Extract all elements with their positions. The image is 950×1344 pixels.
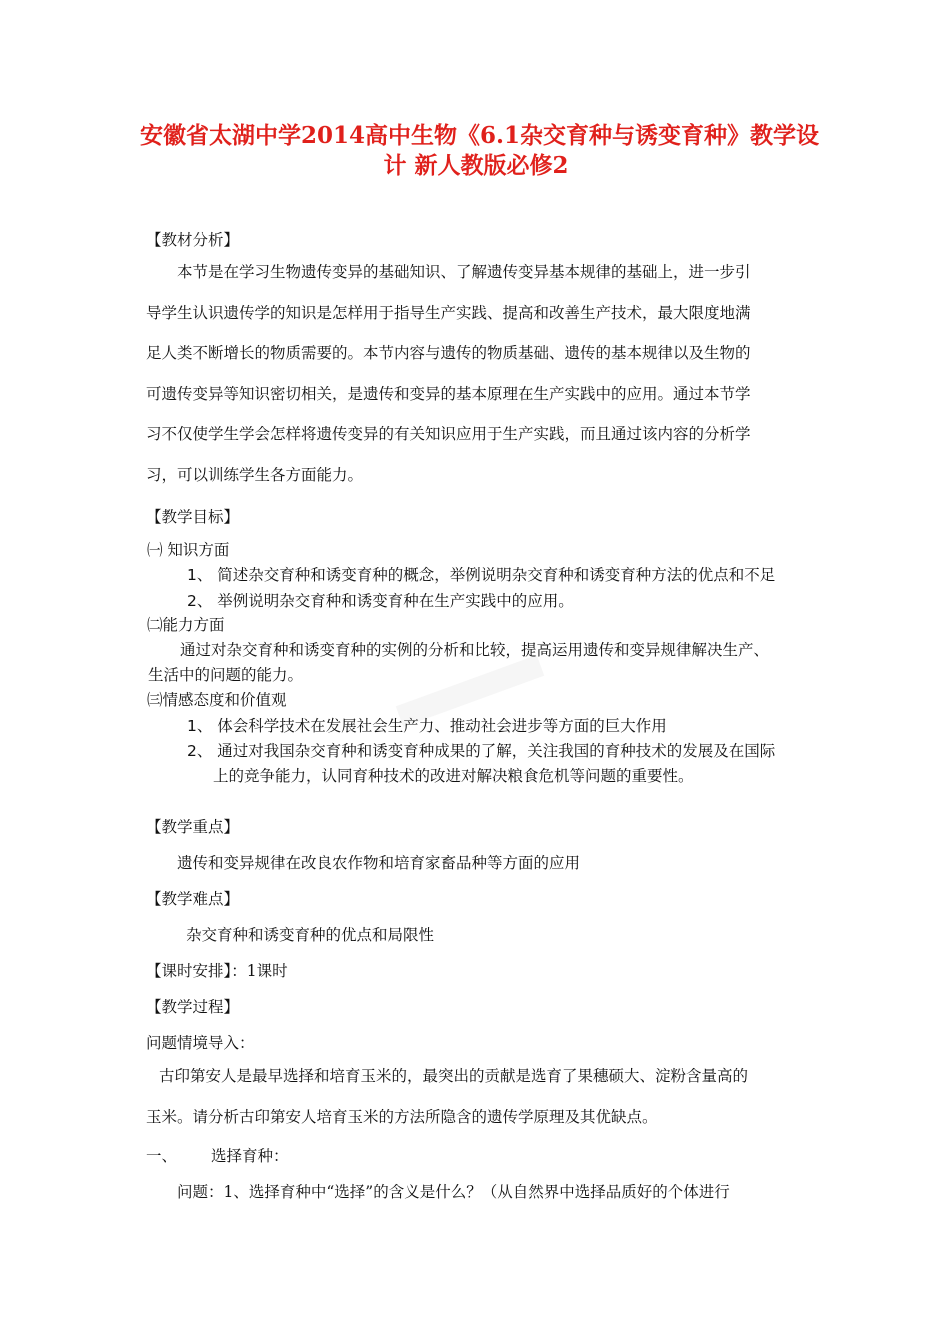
- material-analysis-paragraph: [146, 252, 806, 496]
- section-1-number: 一、: [146, 1147, 178, 1165]
- paragraph-line: 导学生认识遗传学的知识是怎样用于指导生产实践、提高和改善生产技术，最大限度地满: [146, 303, 751, 322]
- ability-title: ㈡能力方面: [147, 616, 225, 634]
- question-line: 问题：1、选择育种中“选择”的含义是什么？（从自然界中选择品质好的个体进行: [177, 1183, 730, 1201]
- emotion-item: 2、 通过对我国杂交育种和诱变育种成果的了解，关注我国的育种技术的发展及在国际: [187, 742, 776, 760]
- paragraph-line: 本节是在学习生物遗传变异的基础知识、了解遗传变异基本规律的基础上，进一步引: [177, 263, 751, 281]
- teaching-goals-heading: 【教学目标】: [146, 508, 240, 526]
- intro-paragraph: [146, 1056, 806, 1137]
- emotion-item-continued: 上的竞争能力，认同育种技术的改进对解决粮食危机等问题的重要性。: [213, 767, 694, 785]
- paragraph-line: 可遗传变异等知识密切相关，是遗传和变异的基本原理在生产实践中的应用。通过本节学: [146, 384, 751, 403]
- emotion-title: ㈢情感态度和价值观: [147, 691, 287, 709]
- ability-line: 生活中的问题的能力。: [148, 666, 304, 684]
- paragraph-line: 足人类不断增长的物质需要的。本节内容与遗传的物质基础、遗传的基本规律以及生物的: [146, 344, 751, 363]
- document-title: [140, 121, 820, 181]
- material-analysis-heading: 【教材分析】: [146, 231, 240, 249]
- title-line-1: 安徽省太湖中学2014高中生物《6.1杂交育种与诱变育种》教学设: [140, 122, 820, 149]
- difficulty-text: 杂交育种和诱变育种的优点和局限性: [186, 926, 435, 944]
- difficulty-heading: 【教学难点】: [146, 890, 240, 908]
- title-line-2: 计 新人教版必修2: [383, 152, 569, 179]
- knowledge-item: 1、 简述杂交育种和诱变育种的概念，举例说明杂交育种和诱变育种方法的优点和不足: [187, 566, 776, 584]
- paragraph-line: 古印第安人是最早选择和培育玉米的，最突出的贡献是选育了果穗硕大、淀粉含量高的: [159, 1067, 749, 1085]
- knowledge-title: ㈠ 知识方面: [147, 541, 230, 559]
- emotion-item: 1、 体会科学技术在发展社会生产力、推动社会进步等方面的巨大作用: [187, 717, 667, 735]
- ability-line: 通过对杂交育种和诱变育种的实例的分析和比较，提高运用遗传和变异规律解决生产、: [180, 641, 770, 659]
- process-heading: 【教学过程】: [146, 998, 240, 1016]
- paragraph-line: 玉米。请分析古印第安人培育玉米的方法所隐含的遗传学原理及其优缺点。: [146, 1107, 658, 1126]
- schedule-heading: 【课时安排】：1课时: [146, 962, 288, 980]
- paragraph-line: 习，可以训练学生各方面能力。: [146, 465, 364, 484]
- paragraph-line: 习不仅使学生学会怎样将遗传变异的有关知识应用于生产实践，而且通过该内容的分析学: [146, 425, 751, 444]
- knowledge-item: 2、 举例说明杂交育种和诱变育种在生产实践中的应用。: [187, 592, 574, 610]
- section-1-title: 选择育种：: [211, 1147, 289, 1165]
- key-point-heading: 【教学重点】: [146, 818, 240, 836]
- key-point-text: 遗传和变异规律在改良农作物和培育家畜品种等方面的应用: [177, 854, 581, 872]
- intro-label: 问题情境导入：: [146, 1034, 255, 1052]
